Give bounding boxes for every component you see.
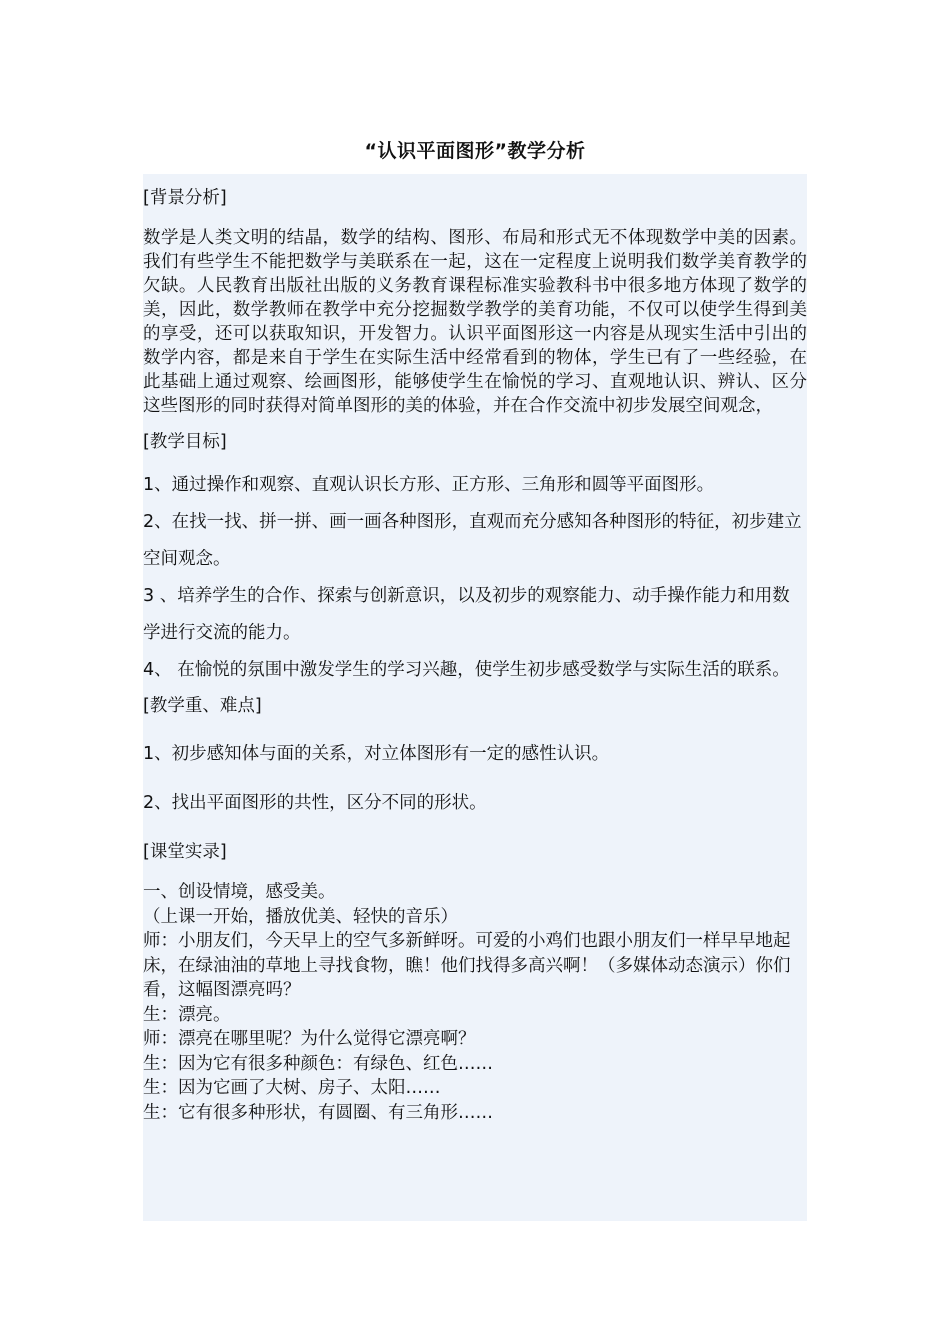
- key-point-item: 1、初步感知体与面的关系，对立体图形有一定的感性认识。: [143, 744, 610, 764]
- document-body: [143, 186, 807, 1125]
- record-line: 生：漂亮。: [143, 1004, 231, 1025]
- heading-key-points: [教学重、难点]: [143, 696, 262, 716]
- heading-background: [背景分析]: [143, 188, 227, 208]
- objective-item: 2、在找一找、拼一拼、画一画各种图形，直观而充分感知各种图形的特征，初步建立空间观念。: [143, 512, 802, 569]
- heading-record: [课堂实录]: [143, 842, 227, 862]
- page-title: “认识平面图形”教学分析: [364, 140, 586, 162]
- objective-item: 3 、培养学生的合作、探索与创新意识，以及初步的观察能力、动手操作能力和用数学进行交流的能力。: [143, 586, 790, 643]
- record-line: 生：因为它画了大树、房子、太阳……: [143, 1078, 441, 1098]
- heading-objectives: [教学目标]: [143, 432, 227, 452]
- key-point-item: 2、找出平面图形的共性，区分不同的形状。: [143, 793, 487, 813]
- record-line: 一、创设情境，感受美。: [143, 882, 336, 902]
- record-line: 师：漂亮在哪里呢？为什么觉得它漂亮啊？: [143, 1029, 476, 1049]
- objective-item: 1、通过操作和观察、直观认识长方形、正方形、三角形和圆等平面图形。: [143, 475, 715, 495]
- record-line: （上课一开始，播放优美、轻快的音乐）: [143, 906, 458, 927]
- objective-item: 4、 在愉悦的氛围中激发学生的学习兴趣，使学生初步感受数学与实际生活的联系。: [143, 660, 790, 680]
- background-paragraph: 数学是人类文明的结晶，数学的结构、图形、布局和形式无不体现数学中美的因素。我们有些学生不能把数学与美联系在一起，这在一定程度上说明我们数学美育教学的欠缺。人民教育出版社出版的义务教育课程标准实验教科书中很多地方体现了数学的美，因此，数学教师在教学中充分挖掘数学教学的美育功能，不仅可以使学生得到美的享受，还可以获取知识，开发智力。认识平面图形这一内容是从现实生活中引出的数学内容，都是来自于学生在实际生活中经常看到的物体，学生已有了一些经验，在此基础上通过观察、绘画图形，能够使学生在愉悦的学习、直观地认识、辨认、区分这些图形的同时获得对简单图形的美的体验，并在合作交流中初步发展空间观念，: [143, 228, 807, 416]
- record-line: 师：小朋友们，今天早上的空气多新鲜呀。可爱的小鸡们也跟小朋友们一样早早地起床，在绿油油的草地上寻找食物，瞧！他们找得多高兴啊！（多媒体动态演示）你们看，这幅图漂亮吗？: [143, 931, 791, 1000]
- classroom-record: [143, 880, 807, 1125]
- record-line: 生：因为它有很多种颜色：有绿色、红色……: [143, 1053, 493, 1074]
- record-line: 生：它有很多种形状，有圆圈、有三角形……: [143, 1102, 493, 1123]
